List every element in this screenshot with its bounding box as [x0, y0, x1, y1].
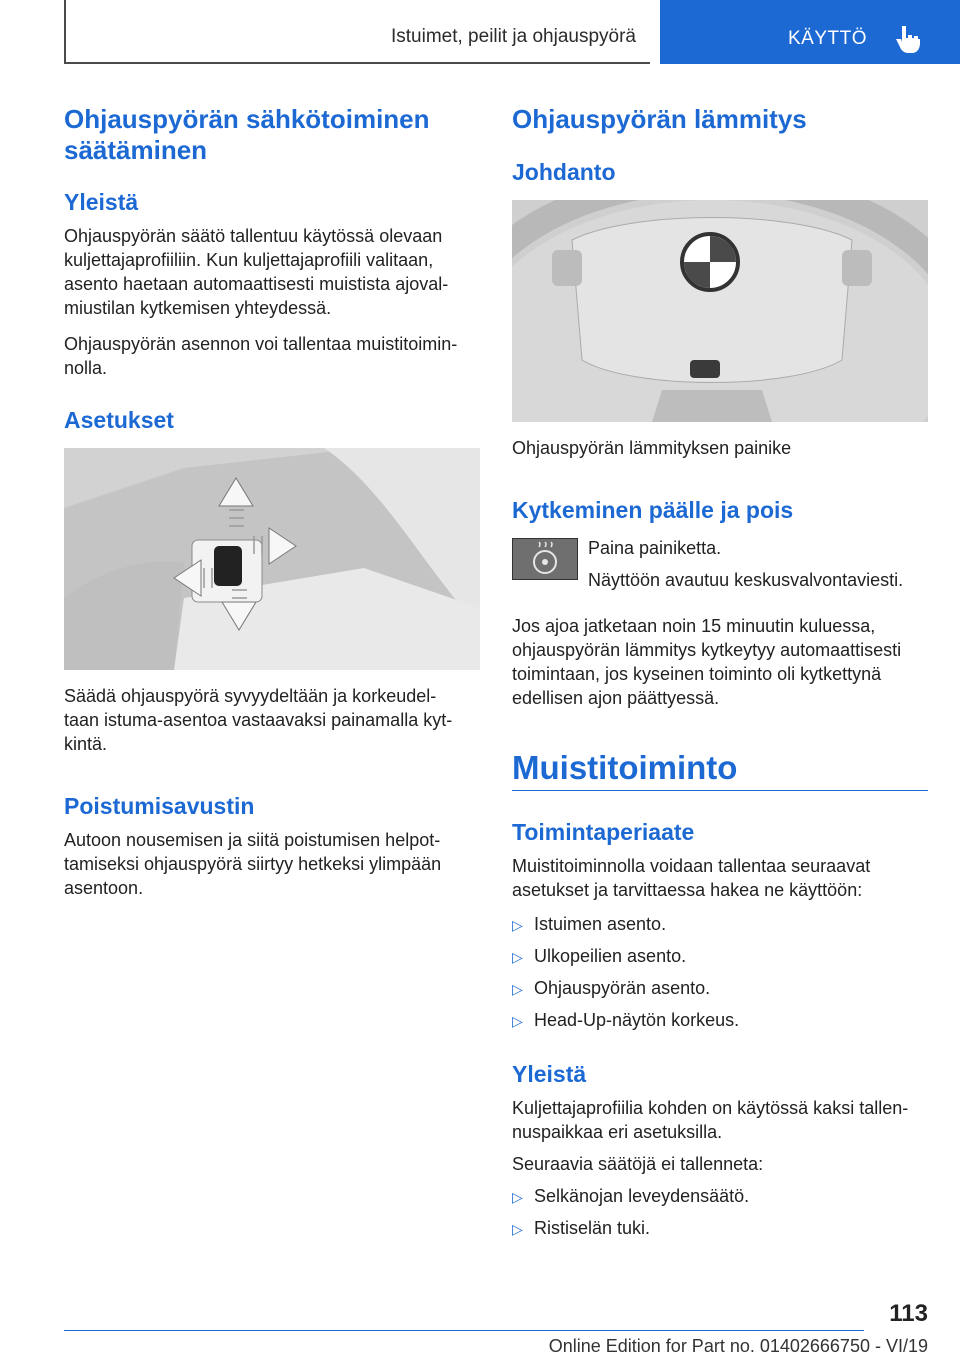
hand-pointer-icon: [894, 24, 924, 56]
paragraph-yleista-1: [64, 224, 484, 320]
list-item: [512, 944, 686, 969]
caption-asetukset: [64, 684, 484, 756]
triangle-bullet-icon: ▷: [512, 949, 523, 965]
subheading-yleista-memory: Yleistä: [512, 1061, 587, 1087]
text-line: ohjauspyörän lämmitys kytkeytyy automaattisesti: [512, 640, 902, 660]
header-section-title: Istuimet, peilit ja ohjauspyörä: [390, 26, 636, 47]
text-line: Muistitoiminnolla voidaan tallentaa seuraavat: [512, 856, 871, 876]
list-item-text: Selkänojan leveydensäätö.: [534, 1186, 750, 1206]
step-display-message: Näyttöön avautuu keskusvalvontaviesti.: [588, 570, 904, 590]
text-line: taan istuma-asentoa vastaavaksi painamalla kyt-: [64, 710, 453, 730]
text-line: kintä.: [64, 734, 108, 754]
subheading-poistumisavustin: Poistumisavustin: [64, 793, 255, 819]
steering-column-illustration: [64, 448, 480, 670]
paragraph-yleista-2: [64, 332, 484, 380]
steering-wheel-photo: [512, 200, 928, 422]
text-line: Ohjauspyörän asennon voi tallentaa muistitoimin-: [64, 334, 458, 354]
triangle-bullet-icon: ▷: [512, 917, 523, 933]
text-line: nuspaikkaa eri asetuksilla.: [512, 1122, 723, 1142]
triangle-bullet-icon: ▷: [512, 981, 523, 997]
subheading-johdanto: Johdanto: [512, 159, 616, 185]
text-line: toimintaan, jos kyseinen toiminto oli kytkettynä: [512, 664, 882, 684]
caption-johdanto: Ohjauspyörän lämmityksen painike: [512, 438, 792, 458]
text-line: nolla.: [64, 358, 108, 378]
triangle-bullet-icon: ▷: [512, 1013, 523, 1029]
section-heading-heating: Ohjauspyörän lämmitys: [512, 104, 807, 134]
heated-steering-wheel-button-icon: [512, 538, 578, 580]
steering-column-adjust-photo: [64, 448, 480, 670]
paragraph-yleista-memory: [512, 1096, 932, 1144]
text-line: Kuljettajaprofiilia kohden on käytössä kaksi tallen-: [512, 1098, 909, 1118]
subheading-toimintaperiaate: Toimintaperiaate: [512, 819, 695, 845]
text-line: Jos ajoa jatketaan noin 15 minuutin kuluessa,: [512, 616, 876, 636]
text-line: Autoon nousemisen ja siitä poistumisen helpot-: [64, 830, 441, 850]
triangle-bullet-icon: ▷: [512, 1221, 523, 1237]
section-rule: [512, 790, 928, 791]
list-item-text: Ristiselän tuki.: [534, 1218, 651, 1238]
header-rule-bottom: [64, 62, 650, 64]
text-line: asentoon.: [64, 878, 144, 898]
list-item: [512, 1184, 749, 1209]
list-item-text: Istuimen asento.: [534, 914, 667, 934]
section-heading-memory: Muistitoiminto: [512, 749, 738, 786]
text-line: asento haetaan automaattisesti muistista ajoval-: [64, 274, 449, 294]
page-number: 113: [889, 1300, 928, 1327]
chapter-tab-label: KÄYTTÖ: [788, 28, 868, 49]
step-press-button: Paina painiketta.: [588, 538, 722, 558]
list-item: [512, 1216, 650, 1241]
text-line: asetukset ja tarvittaessa hakea ne käyttöön:: [512, 880, 863, 900]
section-heading-steering-adjust: Ohjauspyörän sähkötoiminen säätäminen: [64, 104, 430, 165]
text-line: Säädä ohjauspyörä syvyydeltään ja korkeudel-: [64, 686, 437, 706]
text-line: kuljettajaprofiiliin. Kun kuljettajaprofiili valitaan,: [64, 250, 434, 270]
list-item: [512, 912, 666, 937]
text-line: miustilan kytkemisen yhteydessä.: [64, 298, 332, 318]
triangle-bullet-icon: ▷: [512, 1189, 523, 1205]
subheading-kytkeminen: Kytkeminen päälle ja pois: [512, 497, 794, 523]
chapter-tab: [660, 0, 960, 64]
paragraph-poistumisavustin: [64, 828, 484, 900]
paragraph-not-saved: Seuraavia säätöjä ei tallenneta:: [512, 1154, 764, 1174]
footer-edition: Online Edition for Part no. 01402666750 - VI/19: [548, 1336, 928, 1356]
text-line: edellisen ajon päättyessä.: [512, 688, 720, 708]
subheading-yleista: Yleistä: [64, 189, 139, 215]
list-item-text: Head-Up-näytön korkeus.: [534, 1010, 740, 1030]
left-column: [64, 104, 484, 166]
text-line: tamiseksi ohjauspyörä siirtyy hetkeksi ylimpään: [64, 854, 442, 874]
footer-rule: [64, 1330, 864, 1331]
list-item: [512, 976, 710, 1001]
subheading-asetukset: Asetukset: [64, 407, 174, 433]
list-item: [512, 1008, 739, 1033]
text-line: Ohjauspyörän säätö tallentuu käytössä olevaan: [64, 226, 443, 246]
paragraph-toimintaperiaate: [512, 854, 932, 902]
list-item-text: Ohjauspyörän asento.: [534, 978, 711, 998]
paragraph-kytkeminen: [512, 614, 932, 710]
list-item-text: Ulkopeilien asento.: [534, 946, 687, 966]
steering-wheel-illustration: [512, 200, 928, 422]
